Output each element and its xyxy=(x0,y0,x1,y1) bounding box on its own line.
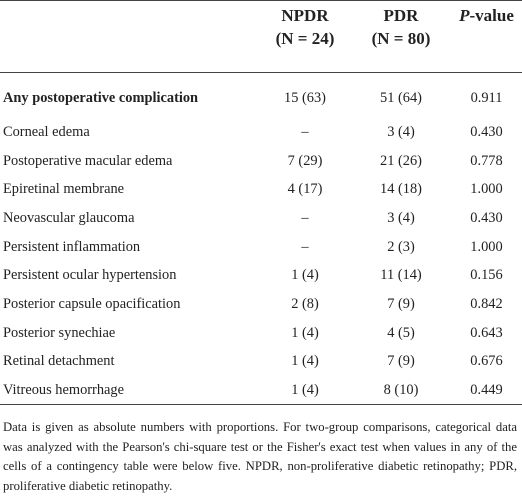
cell-p-value: 1.000 xyxy=(470,238,503,255)
table-header xyxy=(0,0,522,72)
table-row xyxy=(0,348,522,377)
cell-p-value: 0.778 xyxy=(470,152,503,169)
header-p-italic: P xyxy=(459,6,470,25)
table-row xyxy=(0,290,522,319)
cell-p-value: 1.000 xyxy=(470,181,503,198)
table-row xyxy=(0,376,522,405)
row-label: Epiretinal membrane xyxy=(3,181,125,198)
cell-npdr: 1 (4) xyxy=(291,382,319,399)
cell-npdr: 1 (4) xyxy=(291,324,319,341)
cell-npdr: 4 (17) xyxy=(287,181,323,198)
table-row xyxy=(0,204,522,233)
row-label: Postoperative macular edema xyxy=(3,152,173,169)
cell-npdr: 1 (4) xyxy=(291,267,319,284)
header-npdr-label: NPDR xyxy=(281,6,329,25)
header-npdr-n: (N = 24) xyxy=(275,29,335,48)
table-footnote: Data is given as absolute numbers with proportions. For two-group comparisons, categorical data was analyzed with the Pearson's chi-square test or the Fisher's exact test when values in any of the cells of a contingency table were below five. NPDR, non-proliferative diabetic retinopathy; PDR, proliferative diabetic retinopathy. xyxy=(3,420,517,493)
cell-pdr: 3 (4) xyxy=(387,209,415,226)
cell-p-value: 0.911 xyxy=(470,89,503,106)
table-row xyxy=(0,147,522,176)
row-label: Neovascular glaucoma xyxy=(3,209,135,226)
header-rule xyxy=(0,72,522,73)
cell-p-value: 0.676 xyxy=(470,353,503,370)
table-body xyxy=(0,72,522,405)
header-pdr-label: PDR xyxy=(383,6,419,25)
header-p-rest: -value xyxy=(469,6,514,25)
table-row xyxy=(0,72,522,118)
cell-p-value: 0.430 xyxy=(470,123,503,140)
row-label: Vitreous hemorrhage xyxy=(3,382,125,399)
row-label: Any postoperative complication xyxy=(3,89,199,106)
cell-pdr: 7 (9) xyxy=(387,295,415,312)
header-empty-cell xyxy=(0,0,259,72)
cell-pdr: 2 (3) xyxy=(387,238,415,255)
cell-npdr: 1 (4) xyxy=(291,353,319,370)
table-row xyxy=(0,233,522,262)
cell-p-value: 0.842 xyxy=(470,295,503,312)
cell-p-value: 0.156 xyxy=(470,267,503,284)
row-label: Persistent ocular hypertension xyxy=(3,267,177,284)
row-label: Retinal detachment xyxy=(3,353,115,370)
cell-npdr: 15 (63) xyxy=(284,89,326,106)
cell-npdr: – xyxy=(301,123,309,140)
cell-pdr: 7 (9) xyxy=(387,353,415,370)
cell-pdr: 14 (18) xyxy=(380,181,422,198)
cell-p-value: 0.449 xyxy=(470,382,503,399)
cell-pdr: 3 (4) xyxy=(387,123,415,140)
cell-pdr: 21 (26) xyxy=(380,152,422,169)
cell-p-value: 0.643 xyxy=(470,324,503,341)
row-label: Persistent inflammation xyxy=(3,238,141,255)
row-label: Posterior capsule opacification xyxy=(3,295,181,312)
cell-pdr: 11 (14) xyxy=(380,267,422,284)
table-row xyxy=(0,261,522,290)
header-p-value xyxy=(451,0,522,72)
header-pdr xyxy=(351,0,451,72)
cell-pdr: 8 (10) xyxy=(383,382,419,399)
row-label: Posterior synechiae xyxy=(3,324,116,341)
cell-npdr: – xyxy=(301,238,309,255)
cell-npdr: 2 (8) xyxy=(291,295,319,312)
table-row xyxy=(0,319,522,348)
header-pdr-n: (N = 80) xyxy=(371,29,431,48)
cell-p-value: 0.430 xyxy=(470,209,503,226)
header-npdr xyxy=(259,0,351,72)
table-row xyxy=(0,175,522,204)
table-row xyxy=(0,118,522,147)
cell-npdr: 7 (29) xyxy=(287,152,323,169)
row-label: Corneal edema xyxy=(3,123,90,140)
cell-pdr: 51 (64) xyxy=(380,89,422,106)
bottom-rule xyxy=(0,404,522,405)
cell-npdr: – xyxy=(301,209,309,226)
cell-pdr: 4 (5) xyxy=(387,324,415,341)
